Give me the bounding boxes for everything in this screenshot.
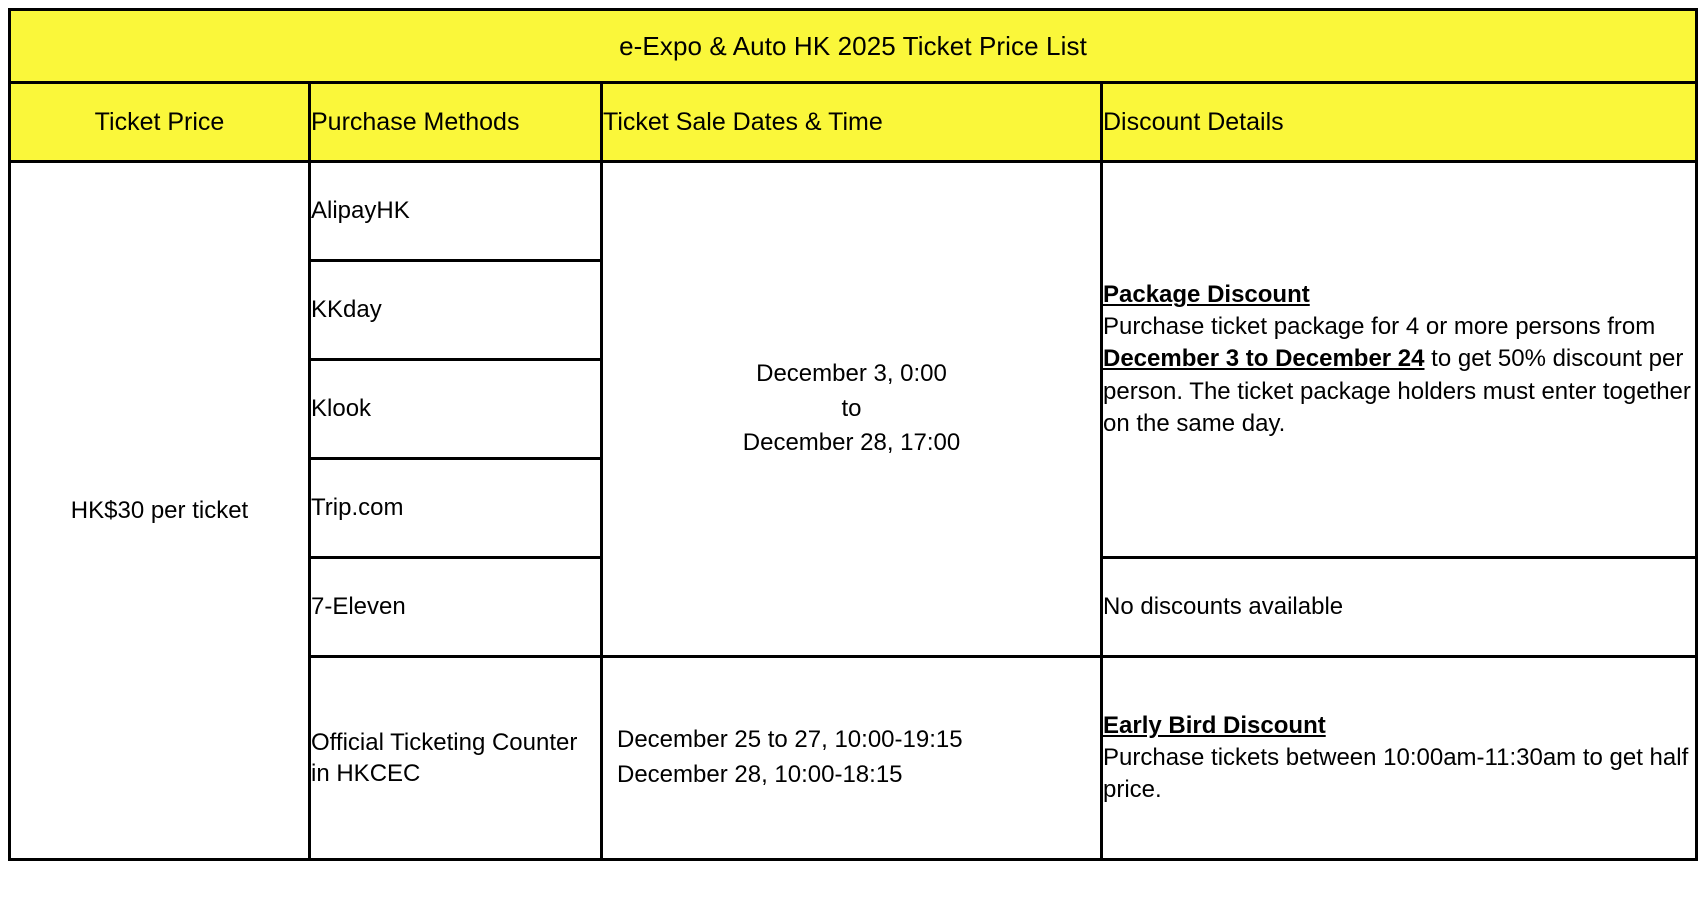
table-header-row bbox=[10, 83, 1697, 162]
purchase-method-tripcom: Trip.com bbox=[310, 459, 602, 558]
counter-sale-dates-line2: December 28, 10:00-18:15 bbox=[617, 761, 903, 788]
table-row bbox=[10, 162, 1697, 261]
table-title-row bbox=[10, 10, 1697, 83]
purchase-method-official-counter: Official Ticketing Counter in HKCEC bbox=[310, 657, 602, 860]
counter-sale-dates bbox=[602, 657, 1102, 860]
table-title: e-Expo & Auto HK 2025 Ticket Price List bbox=[10, 10, 1697, 83]
early-bird-discount-cell bbox=[1102, 657, 1697, 860]
online-sale-dates bbox=[602, 162, 1102, 657]
package-discount-text-part1: Purchase ticket package for 4 or more persons from bbox=[1103, 313, 1656, 341]
ticket-price-table bbox=[8, 8, 1698, 861]
no-discount-cell: No discounts available bbox=[1102, 558, 1697, 657]
purchase-method-kkday: KKday bbox=[310, 261, 602, 360]
column-header-ticket-price: Ticket Price bbox=[10, 83, 310, 162]
online-sale-dates-line3: December 28, 17:00 bbox=[742, 429, 961, 457]
package-discount-cell bbox=[1102, 162, 1697, 558]
column-header-sale-dates: Ticket Sale Dates & Time bbox=[602, 83, 1102, 162]
package-discount-heading: Package Discount bbox=[1103, 281, 1310, 309]
online-sale-dates-line2: to bbox=[841, 394, 862, 422]
online-sale-dates-line1: December 3, 0:00 bbox=[756, 359, 947, 387]
purchase-method-alipayhk: AlipayHK bbox=[310, 162, 602, 261]
purchase-method-klook: Klook bbox=[310, 360, 602, 459]
package-discount-text-part2: to get 50% discount per person. The ticket package holders must enter together on the same day. bbox=[1103, 345, 1691, 437]
counter-sale-dates-line1: December 25 to 27, 10:00-19:15 bbox=[617, 726, 963, 754]
package-discount-emphasis: December 3 to December 24 bbox=[1103, 345, 1425, 373]
column-header-purchase-methods: Purchase Methods bbox=[310, 83, 602, 162]
purchase-method-seven-eleven: 7-Eleven bbox=[310, 558, 602, 657]
early-bird-discount-text: Purchase tickets between 10:00am-11:30am to get half price. bbox=[1103, 743, 1689, 804]
column-header-discount-details: Discount Details bbox=[1102, 83, 1697, 162]
ticket-price-value: HK$30 per ticket bbox=[10, 162, 310, 860]
early-bird-discount-heading: Early Bird Discount bbox=[1103, 711, 1326, 739]
